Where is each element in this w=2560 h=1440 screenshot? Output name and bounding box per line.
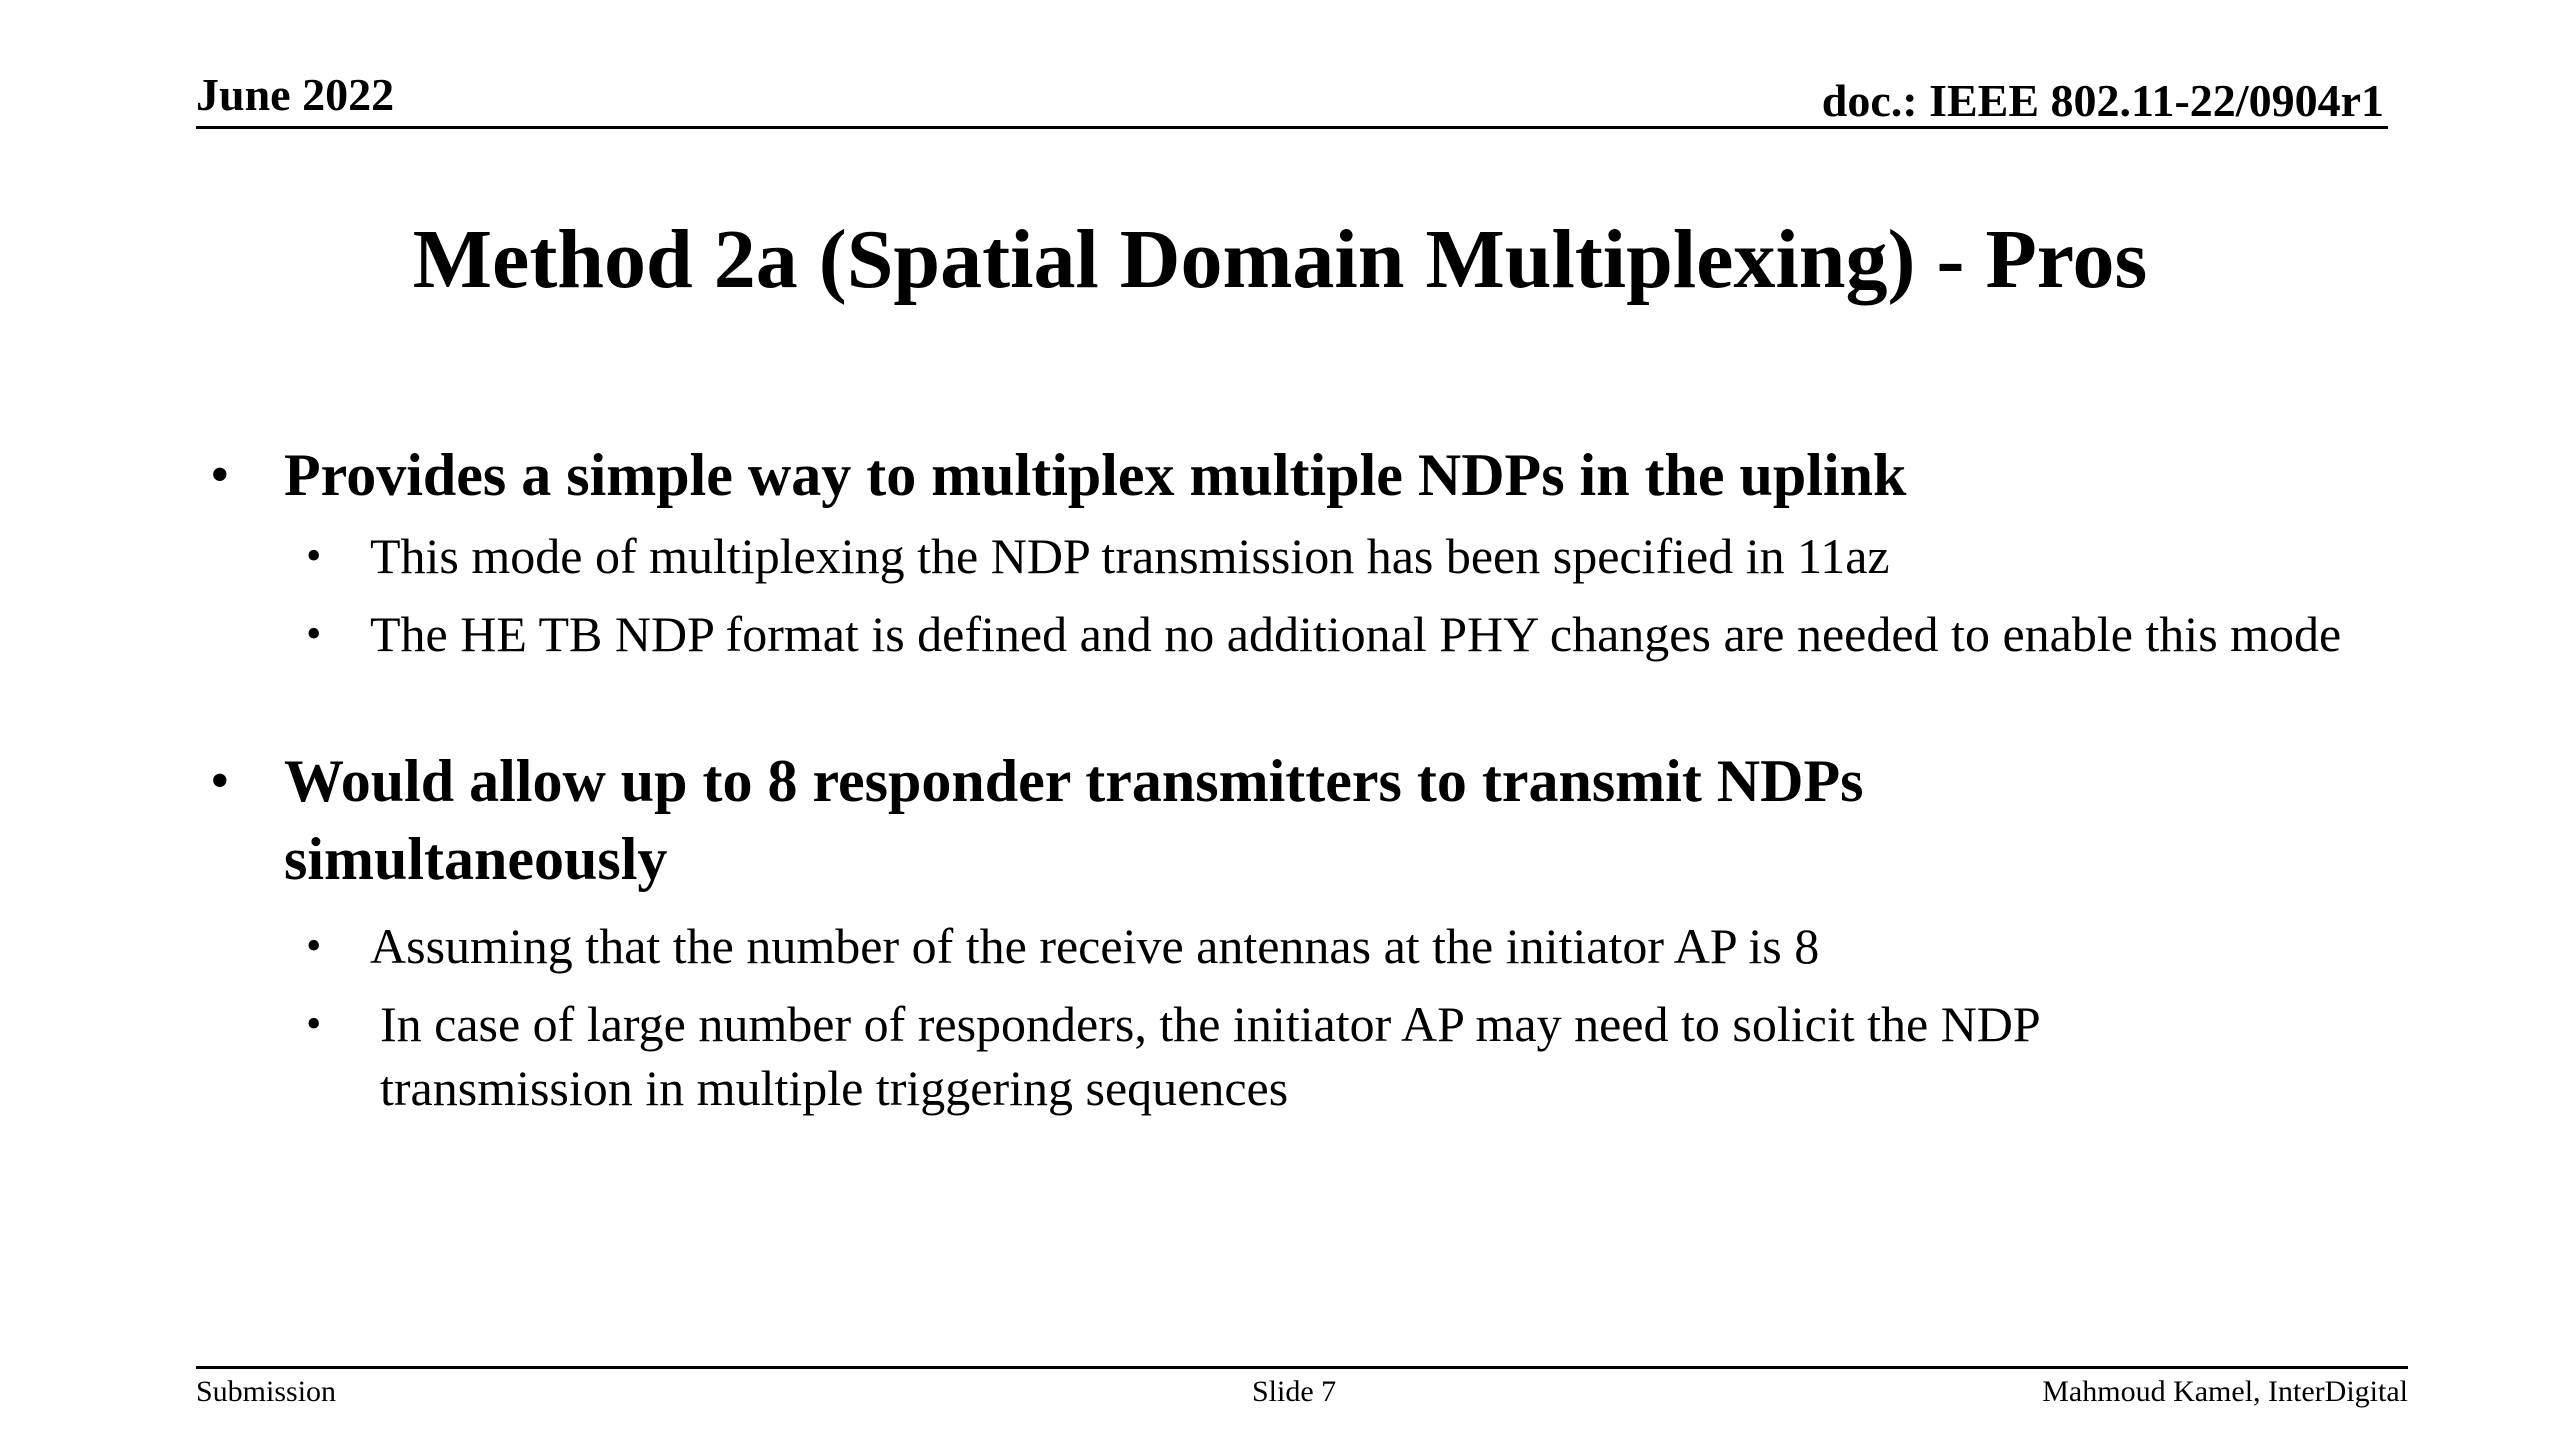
sub-bullet-marker: • <box>306 999 322 1048</box>
footer-submission: Submission <box>196 1375 337 1408</box>
bullet-1: Provides a simple way to multiplex multiple NDPs in the uplink <box>284 442 1907 508</box>
bullet-1-sub-1: This mode of multiplexing the NDP transmission has been specified in 11az <box>370 528 1890 584</box>
bullet-1-sub-2: The HE TB NDP format is defined and no additional PHY changes are needed to enable this mode <box>370 606 2342 662</box>
bullet-2-sub-2: In case of large number of responders, the initiator AP may need to solicit the NDP transmission in multiple triggering sequences <box>380 996 2039 1116</box>
footer-author: Mahmoud Kamel, InterDigital <box>2042 1375 2408 1408</box>
slide-title: Method 2a (Spatial Domain Multiplexing) - Pros <box>412 213 2148 306</box>
footer-slide-number: Slide 7 <box>1252 1375 1337 1408</box>
bullet-2: Would allow up to 8 responder transmitters to transmit NDPs simultaneously <box>284 748 1864 892</box>
footer-divider <box>196 1366 2408 1369</box>
sub-bullet-marker: • <box>306 921 322 970</box>
header-doc-id: doc.: IEEE 802.11-22/0904r1 <box>1821 75 2384 126</box>
bullet-marker: • <box>210 750 230 812</box>
sub-bullet-marker: • <box>306 531 322 580</box>
sub-bullet-marker: • <box>306 609 322 658</box>
bullet-2-sub-1: Assuming that the number of the receive antennas at the initiator AP is 8 <box>370 918 1820 974</box>
bullet-marker: • <box>210 444 230 506</box>
header-date: June 2022 <box>196 69 395 120</box>
